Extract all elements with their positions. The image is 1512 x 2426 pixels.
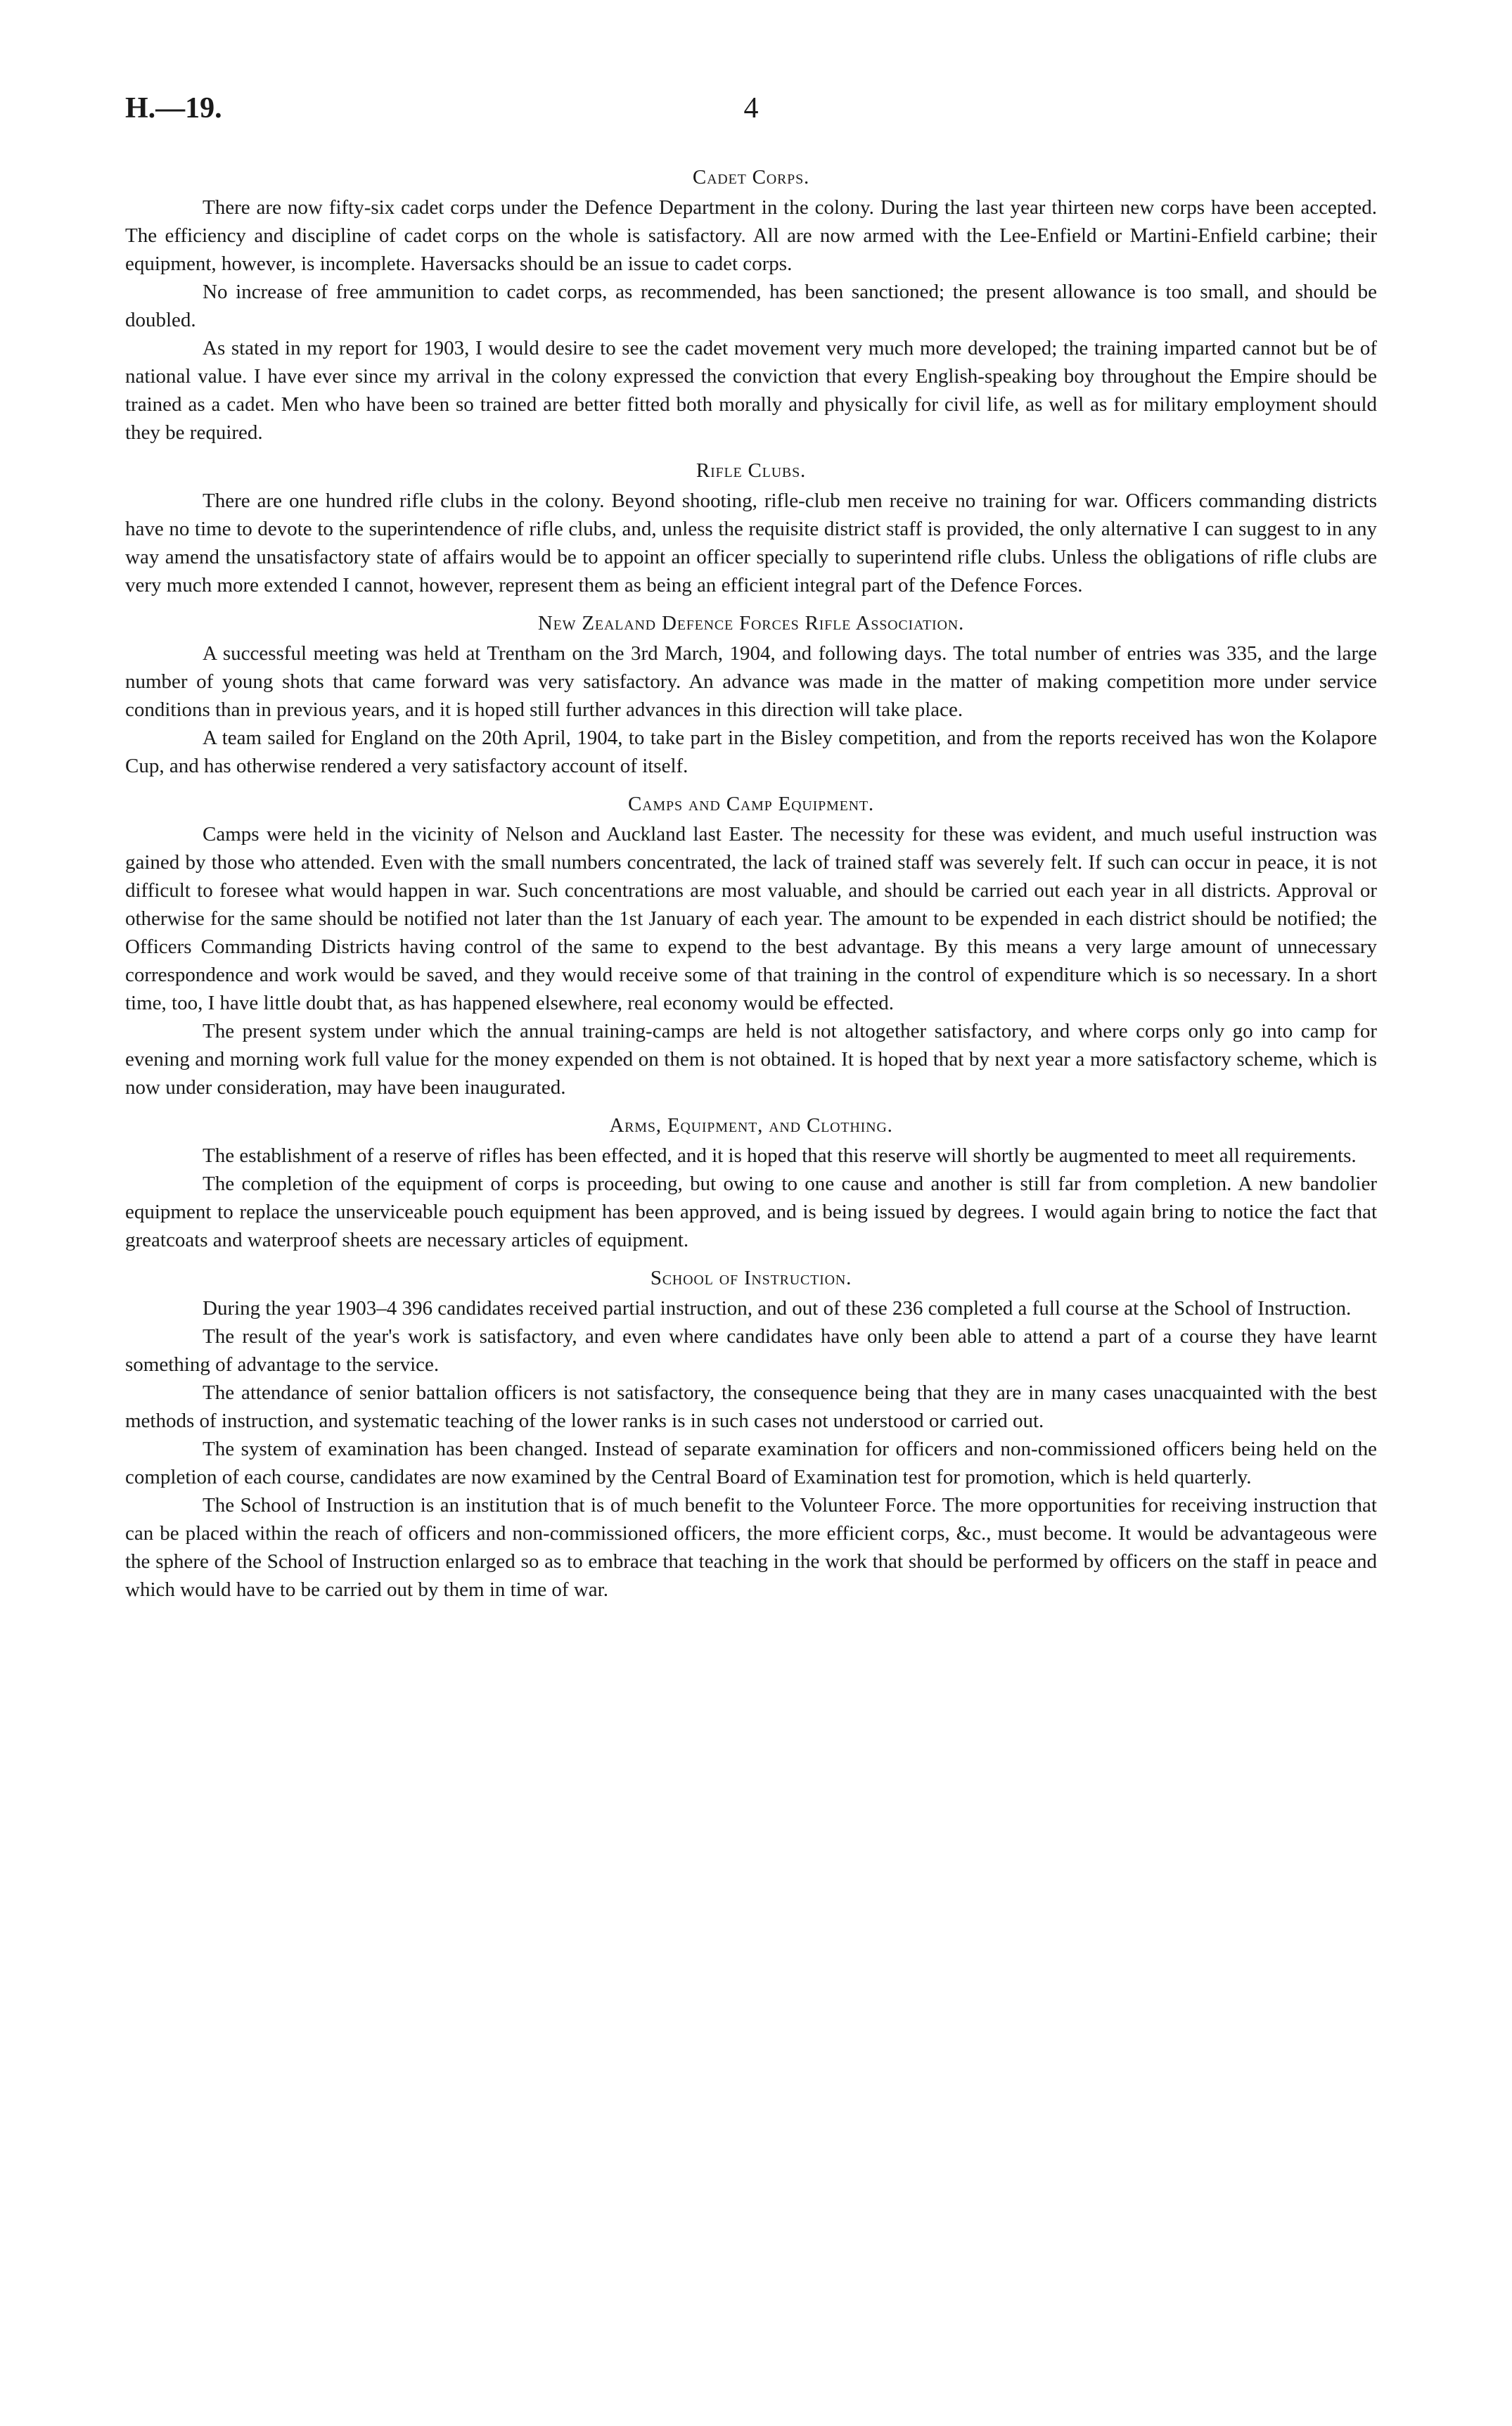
paragraph: A successful meeting was held at Trentham on the 3rd March, 1904, and following days. The total number of entries was 335, and the large number of young shots that came forward was very satisfactory. An advance was made in the matter of making competition more under service conditions than in previous years, and it is hoped still further advances in this direction will take place.	[125, 642, 1377, 721]
paragraph: There are one hundred rifle clubs in the colony. Beyond shooting, rifle-club men receive no training for war. Officers commanding districts have no time to devote to the superintendence of rifle clubs, and, unless the requisite district staff is provided, the only alternative I can suggest to in any way amend the unsatisfactory state of affairs would be to appoint an officer specially to superintend rifle clubs. Unless the obligations of rifle clubs are very much more extended I cannot, however, represent them as being an efficient integral part of the Defence Forces.	[125, 490, 1377, 596]
page-number: 4	[743, 92, 759, 125]
paragraph: The attendance of senior battalion officers is not satisfactory, the consequence being that they are in many cases unacquainted with the best methods of instruction, and systematic teaching of the lower ranks is in such cases not understood or carried out.	[125, 1381, 1377, 1432]
section-school-of-instruction	[125, 1267, 1377, 1604]
paragraph: The completion of the equipment of corps is proceeding, but owing to one cause and another is still far from completion. A new bandolier equipment to replace the unserviceable pouch equipment has been approved, and is being issued by degrees. I would again bring to notice the fact that greatcoats and waterproof sheets are necessary articles of equipment.	[125, 1173, 1377, 1251]
section-heading: School of Instruction.	[650, 1267, 852, 1289]
paragraph: The present system under which the annual training-camps are held is not altogether satisfactory, and where corps only go into camp for evening and morning work full value for the money expended on them is not obtained. It is hoped that by next year a more satisfactory scheme, which is now under consideration, may have been inaugurated.	[125, 1020, 1377, 1099]
section-heading: New Zealand Defence Forces Rifle Association.	[537, 612, 965, 634]
section-rifle-clubs	[125, 459, 1377, 599]
document-page	[125, 91, 1377, 1604]
paragraph: No increase of free ammunition to cadet corps, as recommended, has been sanctioned; the present allowance is too small, and should be doubled.	[125, 281, 1377, 331]
section-heading: Cadet Corps.	[692, 166, 810, 189]
paragraph: The establishment of a reserve of rifles has been effected, and it is hoped that this reserve will shortly be augmented to meet all requirements.	[203, 1144, 1357, 1167]
document-reference: H.—19.	[125, 92, 222, 125]
section-arms-equipment	[125, 1114, 1377, 1254]
section-cadet-corps	[125, 166, 1377, 447]
paragraph: The system of examination has been changed. Instead of separate examination for officers and non-commissioned officers being held on the completion of each course, candidates are now examined by the Central Board of Examination test for promotion, which is held quarterly.	[125, 1438, 1377, 1488]
paragraph: There are now fifty-six cadet corps under the Defence Department in the colony. During the last year thirteen new corps have been accepted. The efficiency and discipline of cadet corps on the whole is satisfactory. All are now armed with the Lee-Enfield or Martini-Enfield carbine; their equipment, however, is incomplete. Haversacks should be an issue to cadet corps.	[125, 196, 1377, 275]
running-header	[125, 91, 1377, 141]
paragraph: As stated in my report for 1903, I would desire to see the cadet movement very much more developed; the training imparted cannot but be of national value. I have ever since my arrival in the colony expressed the conviction that every English-speaking boy throughout the Empire should be trained as a cadet. Men who have been so trained are better fitted both morally and physically for civil life, as well as for military employment should they be required.	[125, 337, 1377, 444]
paragraph: The result of the year's work is satisfactory, and even where candidates have only been able to attend a part of a course they have learnt something of advantage to the service.	[125, 1325, 1377, 1376]
paragraph: During the year 1903–4 396 candidates received partial instruction, and out of these 236 completed a full course at the School of Instruction.	[203, 1297, 1352, 1320]
section-rifle-association	[125, 612, 1377, 780]
section-heading: Rifle Clubs.	[696, 459, 807, 482]
paragraph: Camps were held in the vicinity of Nelson and Auckland last Easter. The necessity for these was evident, and much useful instruction was gained by those who attended. Even with the small numbers concentrated, the lack of trained staff was severely felt. If such can occur in peace, it is not difficult to foresee what would happen in war. Such concentrations are most valuable, and should be carried out each year in all districts. Approval or otherwise for the same should be notified not later than the 1st January of each year. The amount to be expended in each district should be notified; the Officers Commanding Districts having control of the same to expend to the best advantage. By this means a very large amount of unnecessary correspondence and work would be saved, and they would receive some of that training in the control of expenditure which is so necessary. In a short time, too, I have little doubt that, as has happened elsewhere, real economy would be effected.	[125, 823, 1377, 1014]
section-heading: Camps and Camp Equipment.	[628, 793, 874, 815]
section-heading: Arms, Equipment, and Clothing.	[609, 1114, 893, 1137]
paragraph: A team sailed for England on the 20th April, 1904, to take part in the Bisley competition, and from the reports received has won the Kolapore Cup, and has otherwise rendered a very satisfactory account of itself.	[125, 727, 1377, 777]
paragraph: The School of Instruction is an institution that is of much benefit to the Volunteer Force. The more opportunities for receiving instruction that can be placed within the reach of officers and non-commissioned officers, the more efficient corps, &c., must become. It would be advantageous were the sphere of the School of Instruction enlarged so as to embrace that teaching in the work that should be performed by officers on the staff in peace and which would have to be carried out by them in time of war.	[125, 1494, 1377, 1601]
section-camps	[125, 793, 1377, 1102]
